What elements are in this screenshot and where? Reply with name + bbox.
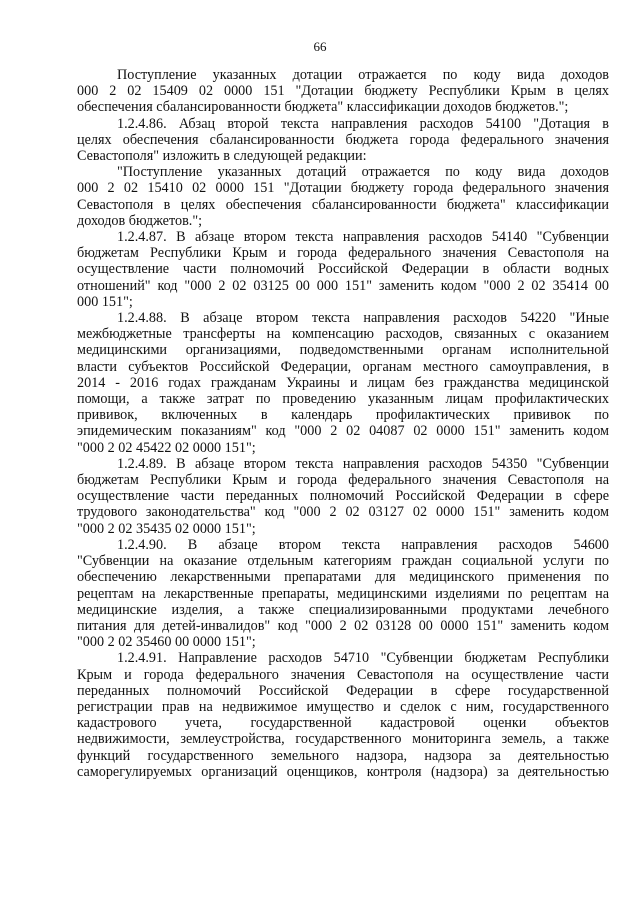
text-line: "Субвенции на оказание отдельным категориям граждан социальной услуги по (77, 553, 609, 570)
text-line: медицинскими организациями, подведомственными органам исполнительной (77, 342, 609, 359)
text-line: бюджетам Республики Крым и города федерального значения Севастополя на (77, 472, 609, 489)
text-line: 1.2.4.86. Абзац второй текста направления расходов 54100 "Дотация в (117, 115, 609, 132)
text-line: 000 2 02 15410 02 0000 151 "Дотации бюджету города федерального значения (77, 180, 609, 197)
text-line: целях обеспечения сбалансированности бюджета города федерального значения (77, 131, 609, 148)
text-line: 000 151"; (77, 293, 133, 310)
paragraph-1-2-4-91 (77, 650, 609, 780)
text-line: Поступление указанных дотации отражается по коду вида доходов (117, 67, 609, 83)
text-line: 2014 - 2016 годах гражданам Украины и лицам без гражданства медицинской (77, 374, 609, 391)
text-line: 1.2.4.88. В абзаце втором текста направления расходов 54220 "Иные (117, 310, 609, 327)
text-line: 1.2.4.89. В абзаце втором текста направления расходов 54350 "Субвенции (117, 455, 609, 472)
text-line: обеспечения сбалансированности бюджета" классификации доходов бюджетов."; (77, 99, 569, 116)
text-line: "Поступление указанных дотаций отражается по коду вида доходов (117, 164, 609, 181)
paragraph-1-2-4-90 (77, 537, 609, 650)
text-line: трудового законодательства" код "000 2 02 03127 02 0000 151" заменить кодом (77, 504, 609, 521)
text-line: прививок, включенных в календарь профилактических прививок по (77, 407, 609, 424)
text-line: саморегулируемых организаций оценщиков, контроля (надзора) за деятельностью (77, 763, 609, 780)
text-line: переданных полномочий Российской Федерации в сфере государственной (77, 682, 609, 699)
text-line: 1.2.4.91. Направление расходов 54710 "Субвенции бюджетам Республики (117, 650, 609, 667)
text-line: бюджетам Республики Крым и города федерального значения Севастополя на (77, 245, 609, 262)
text-line: межбюджетные трансферты на компенсацию расходов, связанных с оказанием (77, 326, 609, 343)
text-line: отношений" код "000 2 02 03125 00 000 151" заменить кодом "000 2 02 35414 00 (77, 277, 609, 294)
text-line: обеспечению лекарственными препаратами для медицинского применения по (77, 569, 609, 586)
text-line: 000 2 02 15409 02 0000 151 "Дотации бюджету Республики Крым в целях (77, 83, 609, 100)
text-line: 1.2.4.90. В абзаце втором текста направления расходов 54600 (117, 536, 609, 553)
text-line: рецептам на лекарственные препараты, медицинскими изделиями по рецептам на (77, 585, 609, 602)
paragraph-dotation-crimea (77, 67, 609, 116)
text-line: функций государственного земельного надзора, надзора за деятельностью (77, 747, 609, 764)
text-line: "000 2 02 35435 02 0000 151"; (77, 520, 256, 537)
text-line: недвижимости, землеустройства, государственного мониторинга земель, а также (77, 731, 609, 748)
text-line: 1.2.4.87. В абзаце втором текста направления расходов 54140 "Субвенции (117, 229, 609, 246)
text-line: осуществление части переданных полномочий Российской Федерации в сфере (77, 488, 609, 505)
text-line: кадастрового учета, государственной кадастровой оценки объектов (77, 715, 609, 732)
text-line: осуществление части полномочий Российской Федерации в области водных (77, 261, 609, 278)
text-line: эпидемическим показаниям" код "000 2 02 04087 02 0000 151" заменить кодом (77, 423, 609, 440)
text-line: помощи, а также затрат по проведению указанным лицам профилактических (77, 391, 609, 408)
paragraph-1-2-4-86 (77, 116, 609, 165)
text-line: Крым и города федерального значения Севастополя на осуществление части (77, 666, 609, 683)
paragraph-dotation-sevastopol (77, 164, 609, 229)
text-line: Севастополя" изложить в следующей редакции: (77, 148, 367, 165)
page-number: 66 (313, 39, 327, 54)
text-line: доходов бюджетов."; (77, 212, 203, 229)
text-line: медицинские изделия, а также специализированными продуктами лечебного (77, 601, 609, 618)
text-line: "000 2 02 45422 02 0000 151"; (77, 439, 256, 456)
paragraph-1-2-4-87 (77, 229, 609, 310)
text-line: питания для детей-инвалидов" код "000 2 02 03128 00 0000 151" заменить кодом (77, 617, 609, 634)
text-line: регистрации прав на недвижимое имущество и сделок с ним, государственного (77, 698, 609, 715)
document-body (77, 67, 609, 780)
paragraph-1-2-4-89 (77, 456, 609, 537)
text-line: Севастополя в целях обеспечения сбалансированности бюджета" классификации (77, 196, 609, 213)
paragraph-1-2-4-88 (77, 310, 609, 456)
text-line: власти субъектов Российской Федерации, органам местного самоуправления, в (77, 358, 609, 375)
text-line: "000 2 02 35460 00 0000 151"; (77, 634, 256, 651)
